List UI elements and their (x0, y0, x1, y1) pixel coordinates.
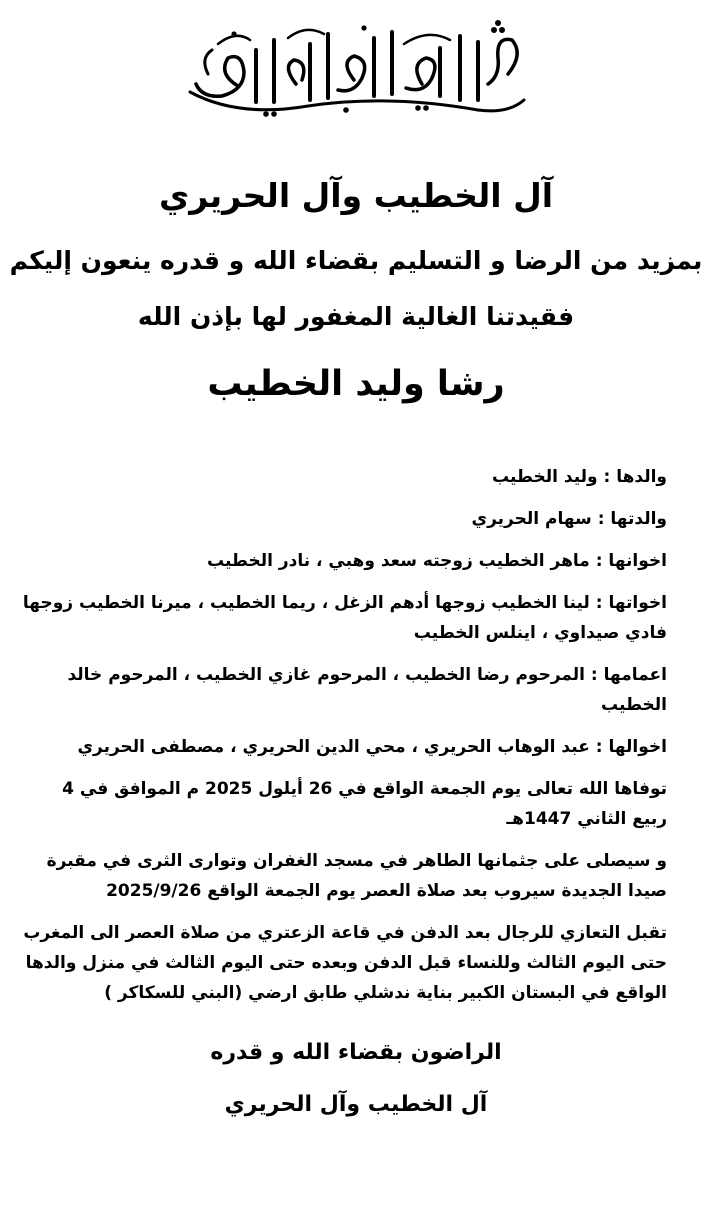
obituary-details (22, 462, 667, 1020)
maternal-uncles-line: اخوالها : عبد الوهاب الحريري ، محي الدين الحريري ، مصطفى الحريري (77, 737, 667, 757)
announcement-line-2: فقيدتنا الغالية المغفور لها بإذن الله (137, 302, 575, 331)
deceased-name: رشا وليد الخطيب (207, 364, 505, 404)
condolences-line: تقبل التعازي للرجال بعد الدفن في قاعة الزعتري من صلاة العصر الى المغرب حتى اليوم الثالث وللنساء قبل الدفن وبعده حتى اليوم الثالث في منزل والدها الواقع في البستان الكبير بناية ندشلي طابق ارضي (البني للسكاكر ) (23, 923, 667, 1003)
father-line: والدها : وليد الخطيب (492, 467, 667, 487)
paternal-uncles-line: اعمامها : المرحوم رضا الخطيب ، المرحوم غازي الخطيب ، المرحوم خالد الخطيب (67, 665, 667, 715)
brothers-line: اخوانها : ماهر الخطيب زوجته سعد وهبي ، نادر الخطيب (206, 551, 667, 571)
calligraphy-header-logo (178, 14, 534, 120)
announcement-line-1: بمزيد من الرضا و التسليم بقضاء الله و قدره ينعون إليكم (9, 246, 703, 275)
mother-line: والدتها : سهام الحريري (471, 509, 667, 529)
families-heading: آل الخطيب وآل الحريري (158, 176, 554, 215)
closing-families: آل الخطيب وآل الحريري (224, 1092, 488, 1117)
sisters-line: اخواتها : لينا الخطيب زوجها أدهم الزغل ، ريما الخطيب ، ميرنا الخطيب زوجها فادي صيداوي ، اينلس الخطيب (22, 593, 667, 643)
funeral-prayer-line: و سيصلى على جثمانها الطاهر في مسجد الغفران وتوارى الثرى في مقبرة صيدا الجديدة سيروب بعد صلاة العصر يوم الجمعة الواقع 2025/9/26 (46, 851, 667, 901)
closing-line-1: الراضون بقضاء الله و قدره (210, 1040, 502, 1065)
death-date-line: توفاها الله تعالى يوم الجمعة الواقع في 26 أيلول 2025 م الموافق في 4 ربيع الثاني 1447هـ (62, 779, 667, 829)
